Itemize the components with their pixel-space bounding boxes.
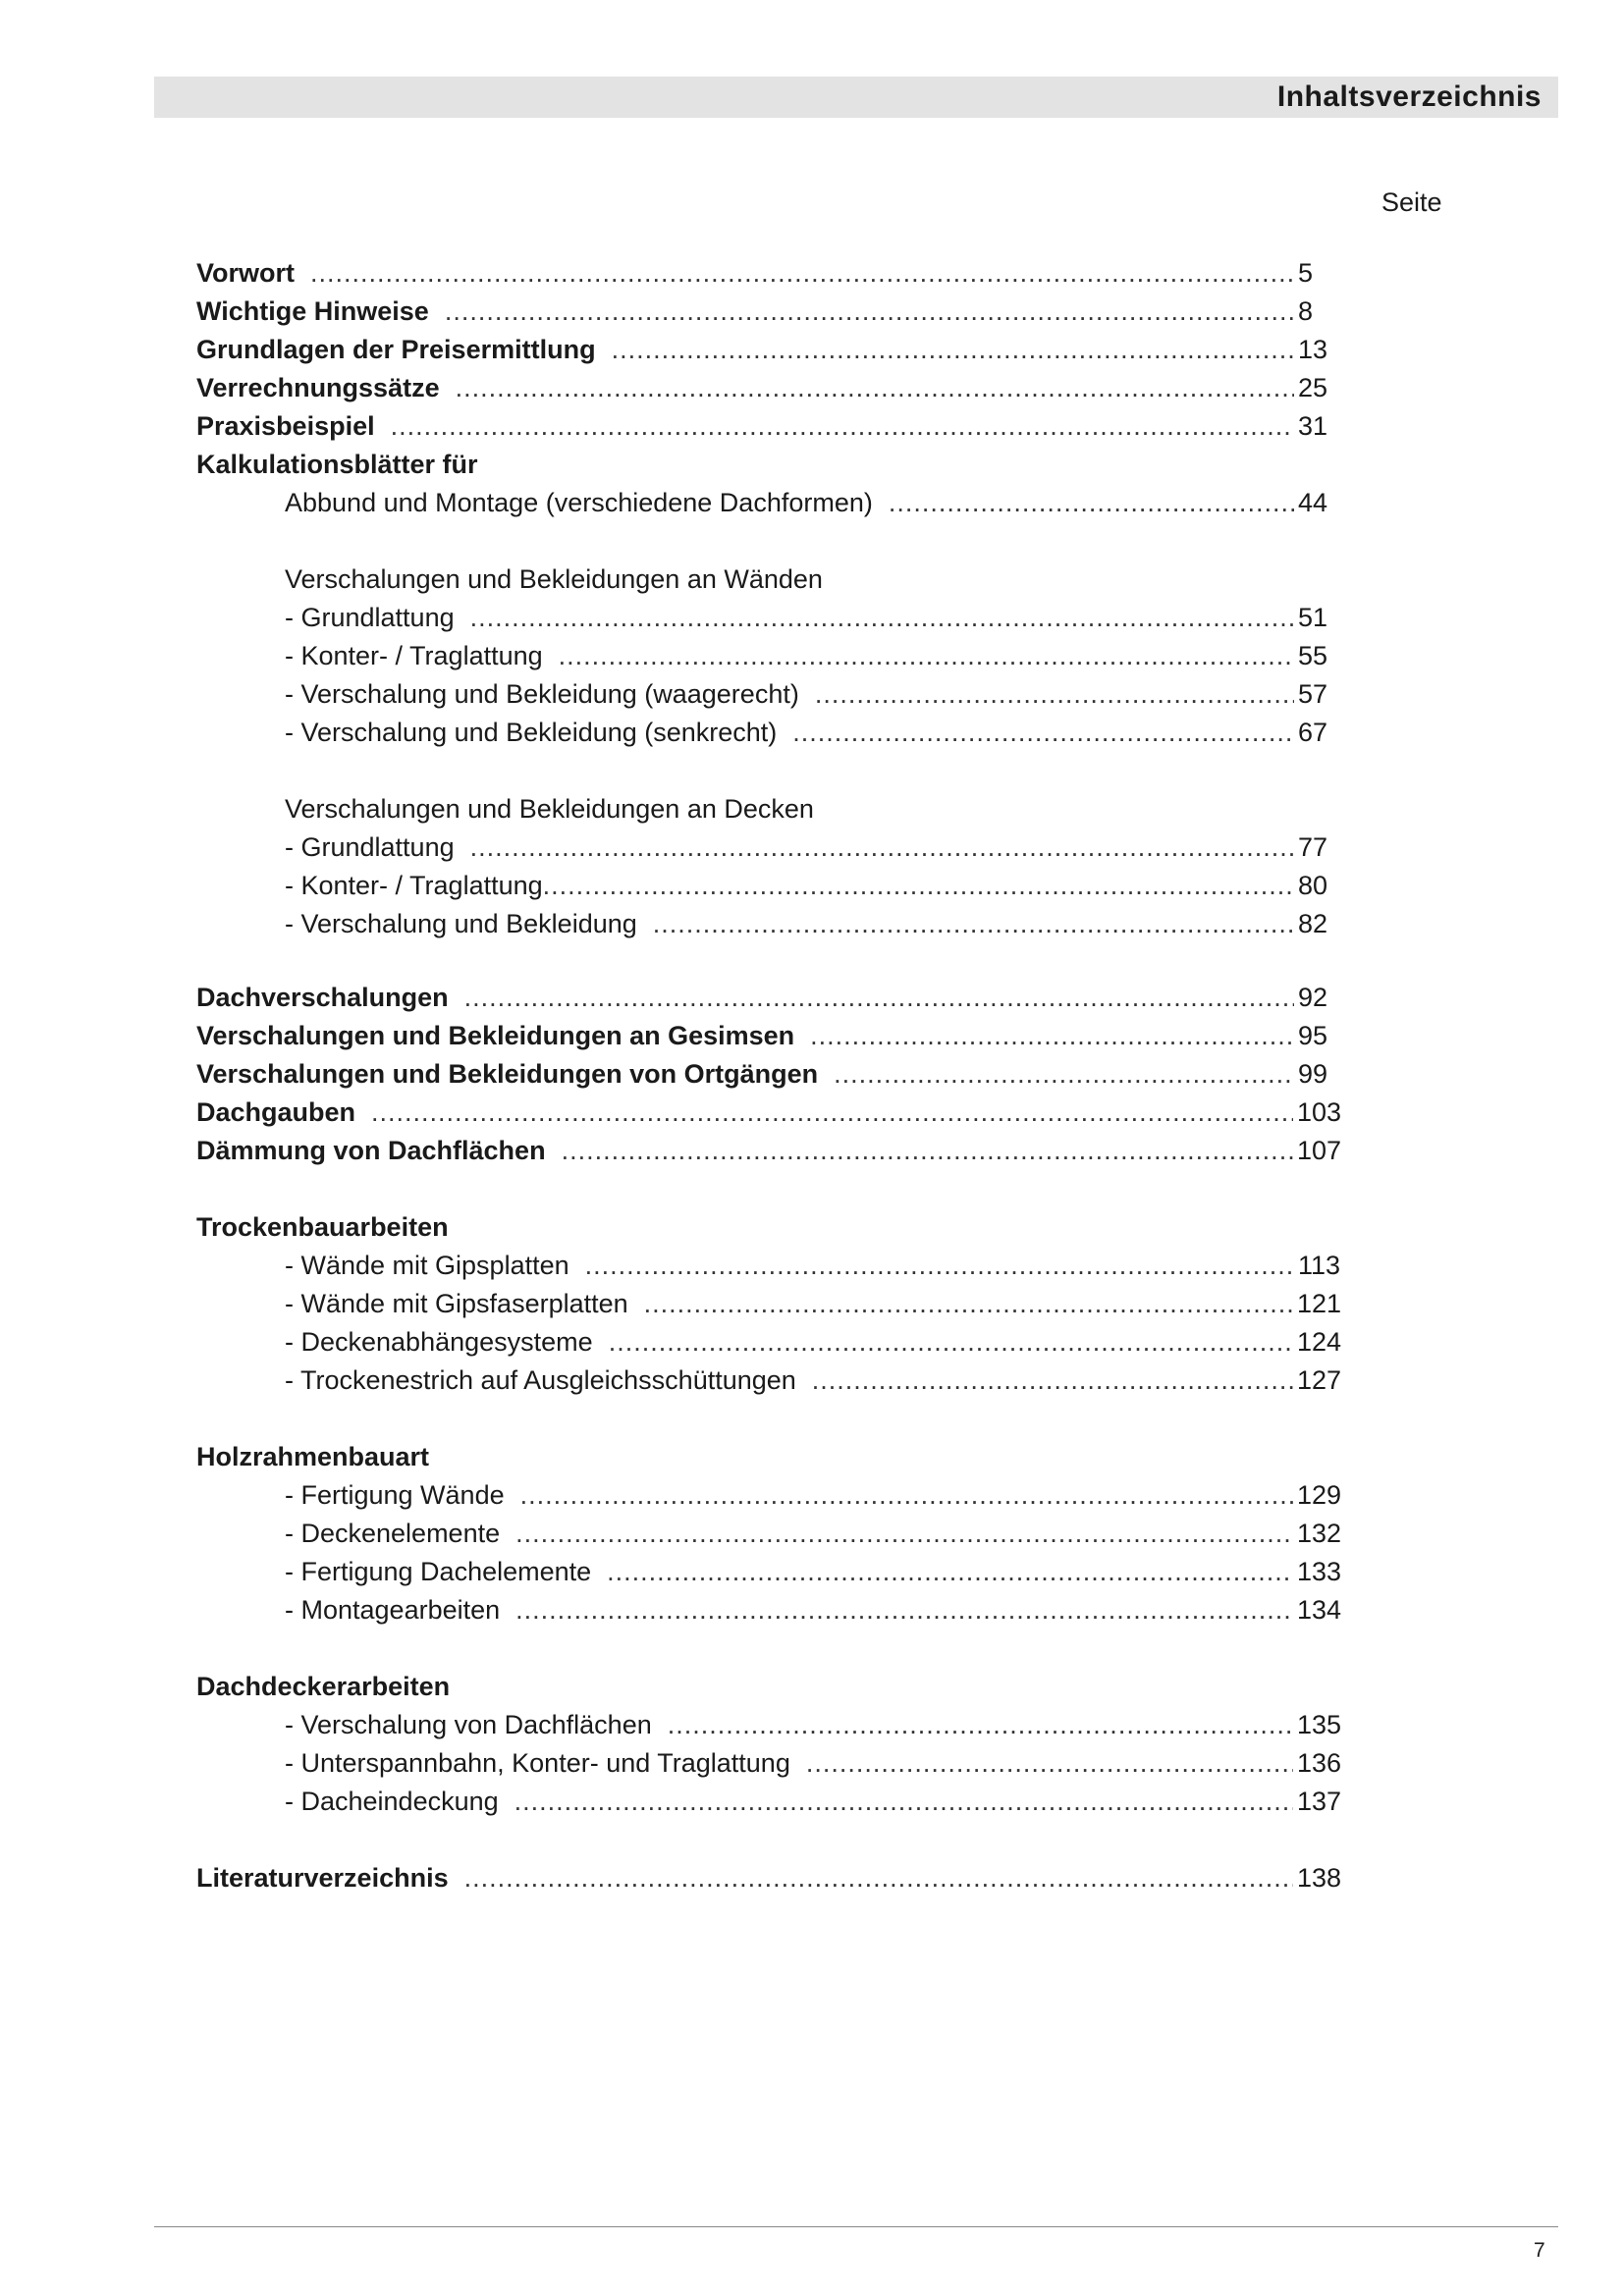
toc-entry-page: 31 xyxy=(1298,411,1328,441)
toc-leader xyxy=(470,829,1294,865)
toc-leader xyxy=(464,1860,1293,1896)
toc-entry-page: 113 xyxy=(1298,1251,1341,1280)
toc-entry[interactable] xyxy=(285,829,1341,865)
toc-entry[interactable] xyxy=(196,980,1341,1015)
toc-leader xyxy=(644,1286,1293,1321)
toc-section-heading: Trockenbauarbeiten xyxy=(196,1212,449,1242)
toc-subsection-heading: Verschalungen und Bekleidungen an Wänden xyxy=(285,564,823,594)
toc-leader xyxy=(559,638,1294,673)
toc-entry-page: 99 xyxy=(1298,1059,1328,1089)
toc-leader xyxy=(562,1133,1293,1168)
toc-leader xyxy=(612,332,1294,367)
toc-entry-title: Abbund und Montage (verschiedene Dachformen) xyxy=(285,488,873,517)
toc-leader xyxy=(456,370,1294,405)
toc-entry-page: 55 xyxy=(1298,641,1328,670)
toc-leader xyxy=(607,1554,1293,1589)
toc-entry-title: Grundlagen der Preisermittlung xyxy=(196,335,596,364)
toc-entry[interactable] xyxy=(196,408,1341,444)
toc-entry-title: - Fertigung Dachelemente xyxy=(285,1557,592,1586)
toc-entry[interactable] xyxy=(196,1133,1341,1168)
toc-entry[interactable] xyxy=(196,332,1341,367)
toc-leader xyxy=(889,485,1294,520)
toc-entry-page: 5 xyxy=(1298,258,1314,288)
toc-entry-title: Vorwort xyxy=(196,258,295,288)
toc-entry[interactable] xyxy=(196,370,1341,405)
toc-leader xyxy=(520,1477,1293,1513)
toc-leader xyxy=(806,1745,1293,1781)
page-number: 7 xyxy=(1534,2239,1545,2262)
toc-entry[interactable] xyxy=(196,1095,1341,1130)
toc-leader xyxy=(609,1324,1293,1360)
toc-entry-title: Verrechnungssätze xyxy=(196,373,440,402)
toc-section-heading: Holzrahmenbauart xyxy=(196,1442,430,1471)
toc-section-heading: Dachdeckerarbeiten xyxy=(196,1672,451,1701)
toc-entry-title: Literaturverzeichnis xyxy=(196,1863,449,1893)
toc-entry-page: 57 xyxy=(1298,679,1328,709)
toc-entry-title: Praxisbeispiel xyxy=(196,411,375,441)
toc-entry[interactable] xyxy=(196,294,1341,329)
toc-leader xyxy=(464,980,1294,1015)
toc-entry-page: 134 xyxy=(1296,1595,1341,1625)
toc-entry-page: 51 xyxy=(1298,603,1328,632)
toc-leader xyxy=(792,715,1294,750)
toc-leader xyxy=(310,255,1294,291)
toc-entry-page: 127 xyxy=(1296,1365,1341,1395)
toc-entry-page: 67 xyxy=(1298,718,1328,747)
toc-entry[interactable] xyxy=(196,255,1341,291)
toc-entry[interactable] xyxy=(285,676,1341,712)
toc-entry[interactable] xyxy=(285,1554,1341,1589)
toc-entry-title: Wichtige Hinweise xyxy=(196,296,429,326)
toc-entry-page: 82 xyxy=(1298,909,1328,938)
toc-leader xyxy=(543,868,1294,903)
page-column-label: Seite xyxy=(1381,187,1442,217)
toc-entry-title: - Montagearbeiten xyxy=(285,1595,501,1625)
toc-entry[interactable] xyxy=(285,1784,1341,1819)
toc-entry[interactable] xyxy=(285,1248,1341,1283)
toc-entry-page: 8 xyxy=(1298,296,1314,326)
toc-entry[interactable] xyxy=(285,638,1341,673)
toc-leader xyxy=(812,1362,1293,1398)
toc-entry-title: Verschalungen und Bekleidungen an Gesimsen xyxy=(196,1021,795,1050)
toc-entry[interactable] xyxy=(285,715,1341,750)
toc-section-heading: Kalkulationsblätter für xyxy=(196,450,478,479)
toc-leader xyxy=(585,1248,1294,1283)
toc-entry-page: 92 xyxy=(1298,983,1328,1012)
page-title: Inhaltsverzeichnis xyxy=(1276,80,1542,113)
toc-entry-page: 138 xyxy=(1296,1863,1341,1893)
toc-leader xyxy=(470,600,1294,635)
toc-entry[interactable] xyxy=(196,1056,1341,1092)
toc-entry-title: - Trockenestrich auf Ausgleichsschüttungen xyxy=(285,1365,796,1395)
toc-entry-page: 25 xyxy=(1298,373,1328,402)
toc-entry-title: - Wände mit Gipsplatten xyxy=(285,1251,569,1280)
toc-subsection-heading: Verschalungen und Bekleidungen an Decken xyxy=(285,794,814,824)
toc-leader xyxy=(810,1018,1294,1053)
toc-entry[interactable] xyxy=(285,1324,1341,1360)
toc-entry-page: 95 xyxy=(1298,1021,1328,1050)
footer-divider xyxy=(154,2226,1558,2227)
toc-entry-title: Dämmung von Dachflächen xyxy=(196,1136,546,1165)
toc-leader xyxy=(515,1516,1293,1551)
toc-entry-title: Dachgauben xyxy=(196,1097,356,1127)
toc-entry-title: - Fertigung Wände xyxy=(285,1480,505,1510)
toc-entry-title: - Deckenelemente xyxy=(285,1519,501,1548)
toc-entry[interactable] xyxy=(285,1516,1341,1551)
toc-entry[interactable] xyxy=(285,1592,1341,1628)
toc-entry[interactable] xyxy=(285,1362,1341,1398)
toc-entry-page: 103 xyxy=(1296,1097,1341,1127)
toc-entry-title: - Dacheindeckung xyxy=(285,1787,499,1816)
toc-entry-title: - Unterspannbahn, Konter- und Traglattung xyxy=(285,1748,790,1778)
toc-entry-page: 77 xyxy=(1298,832,1328,862)
toc-entry-page: 132 xyxy=(1296,1519,1341,1548)
toc-entry[interactable] xyxy=(285,1707,1341,1742)
toc-entry-title: - Grundlattung xyxy=(285,832,455,862)
toc-entry-title: - Konter- / Traglattung xyxy=(285,871,543,900)
toc-entry[interactable] xyxy=(196,1860,1341,1896)
toc-entry-page: 124 xyxy=(1296,1327,1341,1357)
toc-entry[interactable] xyxy=(285,1286,1341,1321)
toc-leader xyxy=(515,1592,1293,1628)
toc-entry-title: Verschalungen und Bekleidungen von Ortgängen xyxy=(196,1059,819,1089)
toc-entry-page: 135 xyxy=(1296,1710,1341,1739)
toc-entry-page: 107 xyxy=(1296,1136,1341,1165)
toc-entry-page: 129 xyxy=(1296,1480,1341,1510)
toc-entry[interactable] xyxy=(196,1018,1341,1053)
toc-entry-page: 121 xyxy=(1296,1289,1341,1318)
toc-entry-title: Dachverschalungen xyxy=(196,983,449,1012)
toc-entry-page: 13 xyxy=(1298,335,1328,364)
toc-leader xyxy=(834,1056,1294,1092)
toc-leader xyxy=(514,1784,1293,1819)
toc-entry-title: - Verschalung von Dachflächen xyxy=(285,1710,652,1739)
toc-entry-title: - Verschalung und Bekleidung (senkrecht) xyxy=(285,718,778,747)
toc-leader xyxy=(815,676,1294,712)
toc-entry[interactable] xyxy=(285,1477,1341,1513)
toc-leader xyxy=(668,1707,1293,1742)
toc-entry-page: 80 xyxy=(1298,871,1328,900)
toc-entry[interactable] xyxy=(285,868,1341,903)
toc-entry-title: - Wände mit Gipsfaserplatten xyxy=(285,1289,628,1318)
toc-entry-page: 44 xyxy=(1298,488,1328,517)
toc-entry-title: - Konter- / Traglattung xyxy=(285,641,543,670)
toc-entry-title: - Deckenabhängesysteme xyxy=(285,1327,593,1357)
toc-entry-title: - Verschalung und Bekleidung (waagerecht) xyxy=(285,679,799,709)
toc-leader xyxy=(391,408,1294,444)
toc-entry-page: 137 xyxy=(1296,1787,1341,1816)
toc-entry[interactable] xyxy=(285,600,1341,635)
toc-leader xyxy=(371,1095,1293,1130)
toc-entry-page: 133 xyxy=(1296,1557,1341,1586)
toc-entry[interactable] xyxy=(285,906,1341,941)
toc-entry[interactable] xyxy=(285,485,1341,520)
toc-entry-title: - Grundlattung xyxy=(285,603,455,632)
toc-leader xyxy=(653,906,1294,941)
toc-leader xyxy=(445,294,1294,329)
toc-entry[interactable] xyxy=(285,1745,1341,1781)
toc-entry-title: - Verschalung und Bekleidung xyxy=(285,909,637,938)
toc-entry-page: 136 xyxy=(1296,1748,1341,1778)
